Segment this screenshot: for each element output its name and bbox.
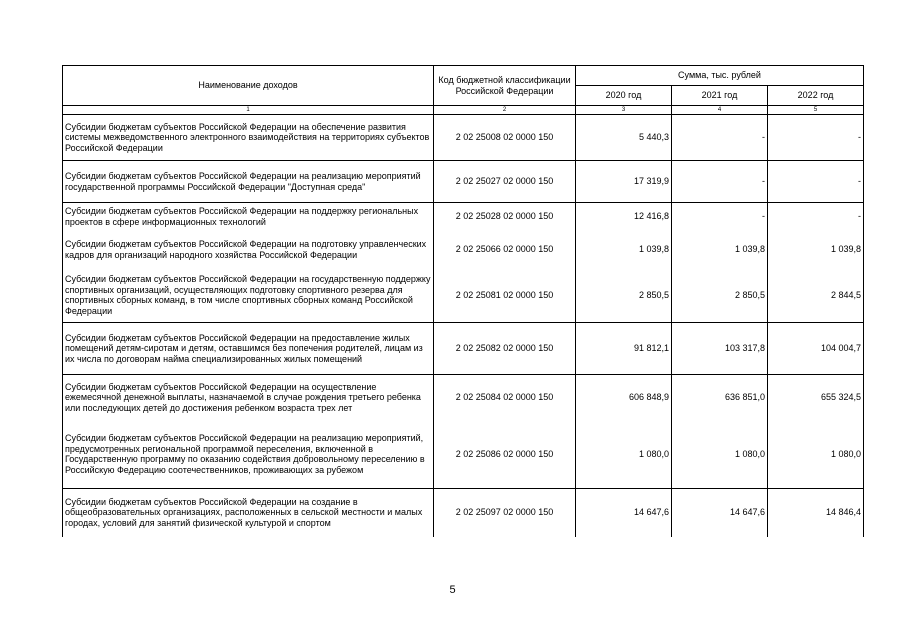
amount-2021: 2 850,5 <box>672 269 768 323</box>
amount-2020: 91 812,1 <box>576 323 672 375</box>
income-name: Субсидии бюджетам субъектов Российской Федерации на осуществление ежемесячной денежной выплаты, назначаемой в случае рождения третьего ребенка или последующих детей до достижения ребенком возраста трех лет <box>63 375 434 421</box>
amount-2022: - <box>768 161 864 203</box>
table-row <box>63 203 864 231</box>
amount-2020: 1 080,0 <box>576 421 672 489</box>
amount-2022: 1 080,0 <box>768 421 864 489</box>
amount-2021: - <box>672 203 768 231</box>
amount-2020: 1 039,8 <box>576 231 672 269</box>
column-number: 5 <box>768 106 864 115</box>
table-row <box>63 375 864 421</box>
amount-2022: 2 844,5 <box>768 269 864 323</box>
income-name: Субсидии бюджетам субъектов Российской Федерации на реализацию мероприятий государственной программы Российской Федерации "Доступная среда" <box>63 161 434 203</box>
page-number: 5 <box>449 584 456 596</box>
table-row <box>63 161 864 203</box>
amount-2021: 14 647,6 <box>672 489 768 537</box>
amount-2020: 12 416,8 <box>576 203 672 231</box>
column-number: 2 <box>434 106 576 115</box>
amount-2021: - <box>672 115 768 161</box>
amount-2022: 14 846,4 <box>768 489 864 537</box>
amount-2021: 103 317,8 <box>672 323 768 375</box>
amount-2020: 17 319,9 <box>576 161 672 203</box>
amount-2021: 1 080,0 <box>672 421 768 489</box>
column-number: 4 <box>672 106 768 115</box>
amount-2022: 104 004,7 <box>768 323 864 375</box>
amount-2021: 636 851,0 <box>672 375 768 421</box>
table-row <box>63 115 864 161</box>
amount-2020: 5 440,3 <box>576 115 672 161</box>
income-name: Субсидии бюджетам субъектов Российской Федерации на государственную поддержку спортивных организаций, осуществляющих подготовку спортивного резерва для спортивных сборных команд, в том числе спортивных сборных команд Российской Федерации <box>63 269 434 323</box>
column-number-row <box>63 106 864 115</box>
budget-code: 2 02 25086 02 0000 150 <box>434 421 576 489</box>
table-row <box>63 231 864 269</box>
amount-2022: 1 039,8 <box>768 231 864 269</box>
column-number: 3 <box>576 106 672 115</box>
table-row <box>63 323 864 375</box>
budget-code: 2 02 25081 02 0000 150 <box>434 269 576 323</box>
amount-2021: - <box>672 161 768 203</box>
income-name: Субсидии бюджетам субъектов Российской Федерации на подготовку управленческих кадров для организаций народного хозяйства Российской Федерации <box>63 231 434 269</box>
amount-2020: 606 848,9 <box>576 375 672 421</box>
table-row <box>63 421 864 489</box>
income-name: Субсидии бюджетам субъектов Российской Федерации на создание в общеобразовательных организациях, расположенных в сельской местности и малых городах, условий для занятий физической культурой и спортом <box>63 489 434 537</box>
budget-code: 2 02 25027 02 0000 150 <box>434 161 576 203</box>
budget-code: 2 02 25008 02 0000 150 <box>434 115 576 161</box>
amount-2021: 1 039,8 <box>672 231 768 269</box>
amount-2022: 655 324,5 <box>768 375 864 421</box>
amount-2022: - <box>768 203 864 231</box>
header-income-name: Наименование доходов <box>63 66 434 106</box>
income-name: Субсидии бюджетам субъектов Российской Федерации на обеспечение развития системы межведомственного электронного взаимодействия на территориях субъектов Российской Федерации <box>63 115 434 161</box>
budget-code: 2 02 25066 02 0000 150 <box>434 231 576 269</box>
column-number: 1 <box>63 106 434 115</box>
header-year-2020: 2020 год <box>576 86 672 106</box>
budget-code: 2 02 25084 02 0000 150 <box>434 375 576 421</box>
table-row <box>63 489 864 537</box>
header-sum: Сумма, тыс. рублей <box>576 66 864 86</box>
amount-2020: 14 647,6 <box>576 489 672 537</box>
amount-2022: - <box>768 115 864 161</box>
income-name: Субсидии бюджетам субъектов Российской Федерации на реализацию мероприятий, предусмотренных региональной программой переселения, включенной в Государственную программу по оказанию содействия добровольному переселению в Российскую Федерацию соотечественников, проживающих за рубежом <box>63 421 434 489</box>
income-name: Субсидии бюджетам субъектов Российской Федерации на поддержку региональных проектов в сфере информационных технологий <box>63 203 434 231</box>
header-year-2021: 2021 год <box>672 86 768 106</box>
revenue-table <box>62 65 864 537</box>
header-year-2022: 2022 год <box>768 86 864 106</box>
budget-code: 2 02 25097 02 0000 150 <box>434 489 576 537</box>
budget-code: 2 02 25082 02 0000 150 <box>434 323 576 375</box>
income-name: Субсидии бюджетам субъектов Российской Федерации на предоставление жилых помещений детям-сиротам и детям, оставшимся без попечения родителей, лицам из их числа по договорам найма специализированных жилых помещений <box>63 323 434 375</box>
amount-2020: 2 850,5 <box>576 269 672 323</box>
header-budget-code: Код бюджетной классификации Российской Федерации <box>434 66 576 106</box>
table-row <box>63 269 864 323</box>
budget-code: 2 02 25028 02 0000 150 <box>434 203 576 231</box>
